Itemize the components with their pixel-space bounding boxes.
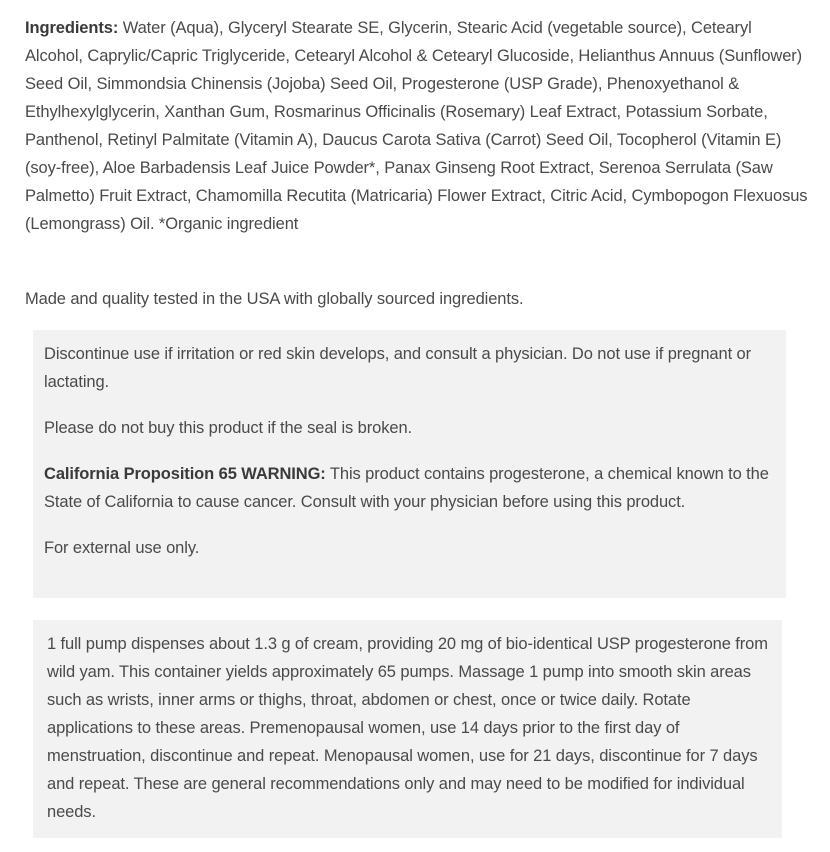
external-use-warning: For external use only. xyxy=(44,539,200,557)
ingredients-paragraph xyxy=(25,14,810,238)
made-in-usa-statement: Made and quality tested in the USA with globally sourced ingredients. xyxy=(25,290,524,308)
prop65-warning xyxy=(44,460,769,516)
seal-warning: Please do not buy this product if the seal is broken. xyxy=(44,419,413,437)
prop65-label: California Proposition 65 WARNING: xyxy=(44,465,326,483)
directions-box xyxy=(33,620,782,838)
discontinue-warning: Discontinue use if irritation or red skin develops, and consult a physician. Do not use if pregnant or lactating. xyxy=(44,345,752,391)
warnings-box xyxy=(33,330,786,598)
prop65-text: This product contains progesterone, a chemical known to the State of California to cause cancer. Consult with your physician before using this product. xyxy=(44,465,769,511)
ingredients-list: Water (Aqua), Glyceryl Stearate SE, Glycerin, Stearic Acid (vegetable source), Cetearyl Alcohol, Caprylic/Capric Triglyceride, Cetearyl Alcohol & Cetearyl Glucoside, Helianthus Annuus (Sunflower) Seed Oil, Simmondsia Chinensis (Jojoba) Seed Oil, Progesterone (USP Grade), Phenoxyethanol & Ethylhexylglycerin, Xanthan Gum, Rosmarinus Officinalis (Rosemary) Leaf Extract, Potassium Sorbate, Panthenol, Retinyl Palmitate (Vitamin A), Daucus Carota Sativa (Carrot) Seed Oil, Tocopherol (Vitamin E) (soy-free), Aloe Barbadensis Leaf Juice Powder*, Panax Ginseng Root Extract, Serenoa Serrulata (Saw Palmetto) Fruit Extract, Chamomilla Recutita (Matricaria) Flower Extract, Citric Acid, Cymbopogon Flexuosus (Lemongrass) Oil. *Organic ingredient xyxy=(25,19,808,233)
directions-text: 1 full pump dispenses about 1.3 g of cream, providing 20 mg of bio-identical USP progesterone from wild yam. This container yields approximately 65 pumps. Massage 1 pump into smooth skin areas such as wrists, inner arms or thighs, throat, abdomen or chest, once or twice daily. Rotate applications to these areas. Premenopausal women, use 14 days prior to the first day of menstruation, discontinue and repeat. Menopausal women, use for 21 days, discontinue for 7 days and repeat. These are general recommendations only and may need to be modified for individual needs. xyxy=(47,635,768,821)
ingredients-label: Ingredients: xyxy=(25,19,119,37)
